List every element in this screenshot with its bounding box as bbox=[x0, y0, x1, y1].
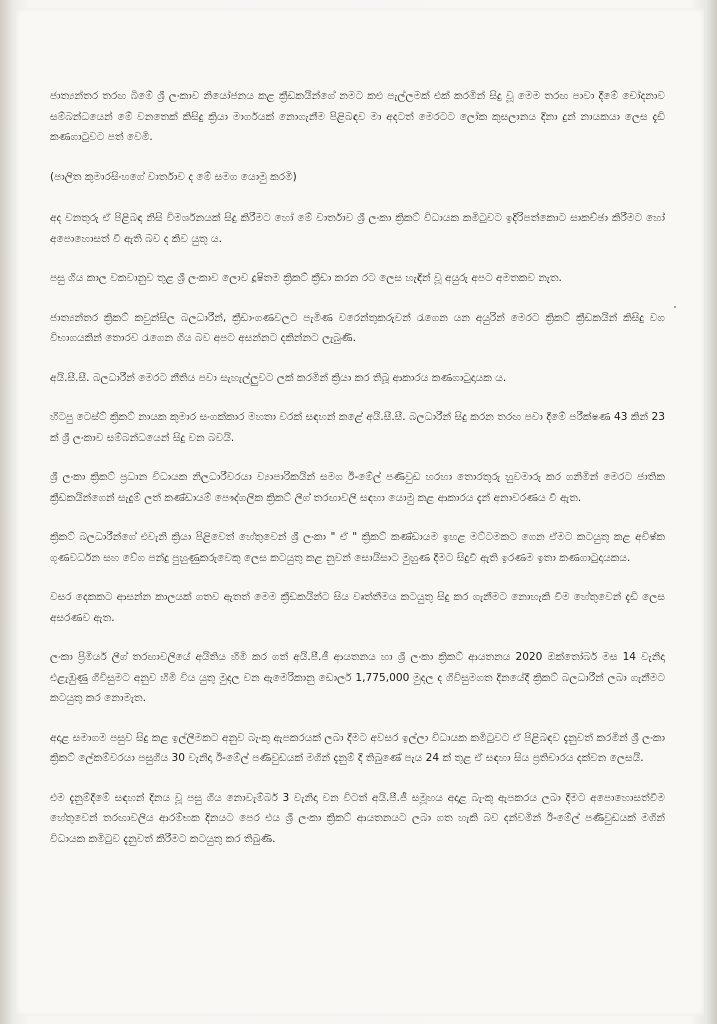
paragraph-8: ශ්‍රී ලංකා ක්‍රිකට් ප්‍රධාන විධායක නිලධාරීවරයා ව්‍යාපාරිකයින් සමග ඊ-මේල් පණිවුඩ හරහා තොරතුරු හුවමාරු කර ගනිමින් මෙරට ජාතික ක්‍රීඩකයින්ගෙන් සැදුම් ලත් කණ්ඩායම් පෞද්ගලික ක්‍රිකට් ලීග් තරඟාවලි සඳහා යොමු කළ ආකාරය දැන් අනාවරණය වී ඇත. bbox=[50, 471, 665, 504]
paragraph-3: අද වනතුරු ඒ පිළිබඳ නිසි විමර්ශනයක් සිදු කිරීමට හෝ මේ වාර්තාව ශ්‍රී ලංකා ක්‍රිකට් විධායක කමිටුවට ඉදිරිපත්කොට සාකච්ඡා කිරීමට හෝ අපොහොසත් වී ඇති බව ද කිව යුතු ය. bbox=[50, 212, 665, 245]
paragraph-12: අදාළ සමාගම පසුව සිදු කළ ඉල්ලීමකට අනුව බැංකු ඇපකරයක් ලබා දීමට අවසර ඉල්ලා විධායක කමිටුවට ඒ පිළිබඳව දැනුවත් කරමින් ශ්‍රී ලංකා ක්‍රිකට් ලේකම්වරයා පසුගිය 30 වැනිදා ඊ-මේල් පණිවුඩයක් මගින් දැනුම් දී තිබුණේ පැය 24 ක් තුළ ඒ සඳහා සිය ප්‍රතිචාරය දක්වන ලෙසයි. bbox=[50, 731, 665, 764]
paragraph-11: ලංකා ප්‍රිමියර් ලීග් තරඟාවලියේ අයිතිය හිමි කර ගත් අයි.පී.ජී ආයතනය හා ශ්‍රී ලංකා ක්‍රිකට් ආයතනය 2020 ඔක්තෝබර් මස 14 වැනිදා එළැඹුණු ගිවිසුමට අනුව හිමි විය යුතු මුදල වන ඇමෙරිකානු ඩොලර් 1,775,000 මුදල ද ගිවිසුමගත දිනයේදී ක්‍රිකට් බලධාරීන් ලබා ගැනීමට කටයුතු කර නොමැත. bbox=[50, 651, 665, 704]
paragraph-note: (පාලිත කුමාරසිංහගේ වාර්තාව ද මේ සමග යොමු කරමි) bbox=[50, 170, 297, 183]
document-body bbox=[50, 86, 665, 868]
paragraph-10: වසර දෙකකට ආසන්න කාලයක් ගතව ඇතත් මෙම ක්‍රීඩකයින්ට සිය වෘත්තීමය කටයුතු සිදු කර ගැනීමට නොහැකි වීම හේතුවෙන් දැඩි ලෙස අසරණව ඇත. bbox=[50, 591, 665, 624]
scan-speck bbox=[674, 306, 676, 308]
paragraph-6: අයි.සී.සී. බලධාරීන් මෙරට නීතිය පවා සැහැල්ලුවට ලක් කරමින් ක්‍රියා කර තිබූ ආකාරය කණගාටුදායක ය. bbox=[50, 371, 507, 384]
paragraph-1: ජාත්‍යන්තර තරඟ බිමේ ශ්‍රී ලංකාව නියෝජනය කළ ක්‍රීඩකයින්ගේ නමට කළු පැල්ලමක් එක් කරමින් සිදු වූ මෙම තරඟ පාවා දීමේ චෝදනාව සම්බන්ධයෙන් මේ වනතෙක් කිසිදු ක්‍රියා මාර්ගයක් නොගැනීම පිළිබඳව මා අදටත් මෙරටට ලෝක කුසලානය දිනා දුන් නායකයා ලෙස දැඩි කණගාටුවට පත් වෙමි. bbox=[50, 90, 665, 143]
paragraph-7: හිටපු ටෙස්ට් ක්‍රිකට් නායක කුමාර සංගක්කාර මහතා වරක් සඳහන් කළේ අයි.සී.සී. බලධාරීන් සිදු කරන තරඟ පවා දීමේ පරීක්ෂණ 43 කින් 23 ක් ශ්‍රී ලංකාව සම්බන්ධයෙන් සිදු වන බවයි. bbox=[50, 411, 665, 444]
paragraph-5: ජාත්‍යන්තර ක්‍රිකට් කවුන්සිල බලධාරීන්, ක්‍රීඩාංගණවලට පැමිණ වරෙන්තුකරුවන් රැගෙන යන අයුරින් මෙරට ක්‍රිකට් ක්‍රීඩකයින් කිසිදු වග විභාගයකින් තොරව රැගෙන ගිය බව අපට අසන්නට දකින්නට ලැබුණි. bbox=[50, 311, 665, 344]
paragraph-4: පසු ගිය කාල වකවානුව තුළ ශ්‍රී ලංකාව ලොව දූෂිතම ක්‍රිකට් ක්‍රීඩා කරන රට ලෙස හැඳින් වූ අයුරු අපට අමතකව නැත. bbox=[50, 272, 562, 284]
paragraph-9: ක්‍රිකට් බලධාරීන්ගේ එවැනි ක්‍රියා පිළිවෙත් හේතුවෙන් ශ්‍රී ලංකා " ඒ " ක්‍රිකට් කණ්ඩායම ඉහළ මට්ටමකට ගෙන ඒමට කටයුතු කළ අවිෂ්ක ගුණවර්ධන සහ වේග පන්දු පුහුණුකරුවෙකු ලෙස කටයුතු කළ නුවන් සොයිසාට මුහුණ දීමට සිදුවී ඇති ඉරණම ඉතා කණගාටුදායකය. bbox=[50, 531, 665, 564]
paragraph-13: එම දැනුම්දීමේ සඳහන් දිනය වූ පසු ගිය නොවැම්බර් 3 වැනිදා වන විටත් අයි.පී.ජී සමූහය අදාළ බැංකු ඇපකරය ලබා දීමට අපොහොසත්වීම හේතුවෙන් තරඟාවලිය ආරම්භක දිනයට පෙර එය ශ්‍රී ලංකා ක්‍රිකට් ආයතනයට ලබා ගත හැකි බව දන්වමින් ඊ-මේල් පණිවුඩයක් මගින් විධායක කමිටුව දැනුවත් කිරීමට කටයුතු කර තිබුණි. bbox=[50, 791, 665, 845]
